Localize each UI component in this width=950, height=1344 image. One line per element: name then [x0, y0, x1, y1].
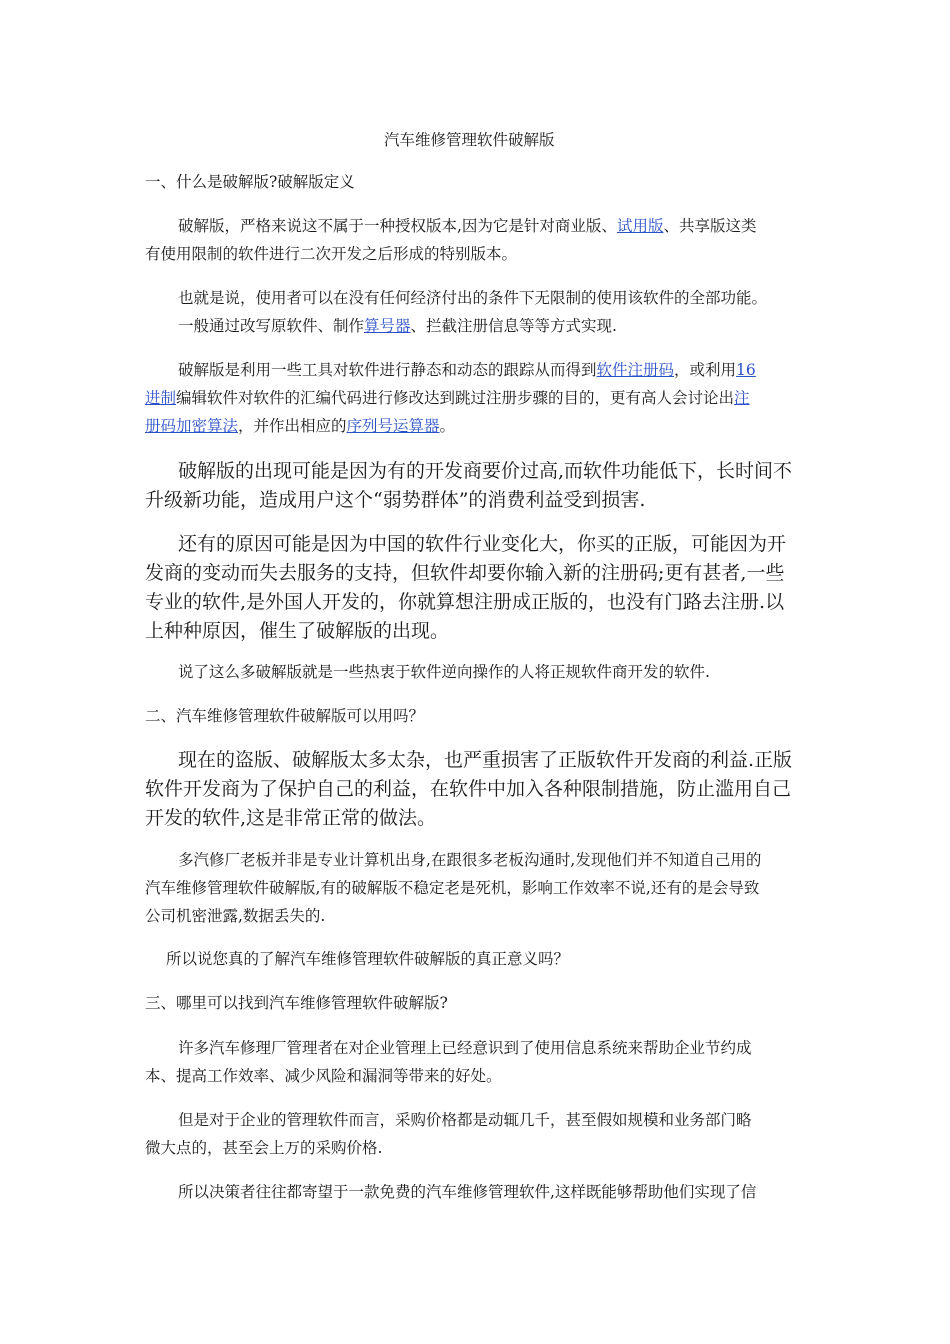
paragraph-line: 但是对于企业的管理软件而言，采购价格都是动辄几千，甚至假如规模和业务部门略 [178, 1111, 752, 1129]
paragraph-line: 所以决策者往往都寄望于一款免费的汽车维修管理软件,这样既能够帮助他们实现了信 [178, 1183, 757, 1201]
paragraph-line [178, 214, 756, 236]
paragraph-line [145, 386, 750, 408]
paragraph-line: 现在的盗版、破解版太多太杂，也严重损害了正版软件开发商的利益.正版 [178, 749, 793, 771]
paragraph-line: 许多汽车修理厂管理者在对企业管理上已经意识到了使用信息系统来帮助企业节约成 [178, 1039, 752, 1057]
text-span: 破解版是利用一些工具对软件进行静态和动态的跟踪从而得到 [178, 361, 597, 379]
text-span: 。 [439, 417, 456, 435]
paragraph-line: 专业的软件,是外国人开发的，你就算想注册成正版的，也没有门路去注册.以 [145, 591, 785, 613]
link-registration-code[interactable]: 软件注册码 [596, 361, 675, 379]
paragraph-line: 多汽修厂老板并非是专业计算机出身,在跟很多老板沟通时,发现他们并不知道自己用的 [178, 851, 762, 869]
link-hex-part1[interactable]: 16 [736, 361, 756, 379]
paragraph-line: 本、提高工作效率、减少风险和漏洞等带来的好处。 [145, 1067, 502, 1085]
text-span: 、拦截注册信息等等方式实现. [410, 317, 617, 335]
text-span: 一般通过改写原软件、制作 [178, 317, 365, 335]
paragraph-line: 说了这么多破解版就是一些热衷于软件逆向操作的人将正规软件商开发的软件. [178, 663, 710, 681]
paragraph-line: 开发的软件,这是非常正常的做法。 [145, 807, 437, 829]
paragraph-line: 有使用限制的软件进行二次开发之后形成的特别版本。 [145, 245, 518, 263]
paragraph-line [178, 314, 617, 336]
paragraph-line: 升级新功能，造成用户这个“弱势群体”的消费利益受到损害. [145, 489, 646, 511]
link-encryption-part2[interactable]: 册码加密算法 [145, 417, 239, 435]
paragraph-line: 所以说您真的了解汽车维修管理软件破解版的真正意义吗？ [166, 950, 570, 968]
link-keygen[interactable]: 算号器 [364, 317, 411, 335]
paragraph-line [178, 358, 756, 380]
text-span: 编辑软件对软件的汇编代码进行修改达到跳过注册步骤的目的，更有高人会讨论出 [176, 389, 735, 407]
paragraph-line: 发商的变动而失去服务的支持，但软件却要你输入新的注册码;更有甚者,一些 [145, 562, 785, 584]
paragraph-line: 也就是说，使用者可以在没有任何经济付出的条件下无限制的使用该软件的全部功能。 [178, 289, 768, 307]
paragraph-line: 汽车维修管理软件破解版,有的破解版不稳定老是死机，影响工作效率不说,还有的是会导致 [145, 879, 760, 897]
document-title: 汽车维修管理软件破解版 [384, 131, 555, 149]
link-trial-version[interactable]: 试用版 [616, 217, 664, 235]
text-span: 破解版，严格来说这不属于一种授权版本,因为它是针对商业版、 [178, 217, 617, 235]
paragraph-line: 软件开发商为了保护自己的利益，在软件中加入各种限制措施，防止滥用自己 [145, 778, 792, 800]
section-3-heading: 三、哪里可以找到汽车维修管理软件破解版? [145, 994, 448, 1012]
section-1-heading: 一、什么是破解版?破解版定义 [145, 173, 355, 191]
paragraph-line: 上种种原因，催生了破解版的出现。 [145, 620, 450, 642]
paragraph-line: 还有的原因可能是因为中国的软件行业变化大，你买的正版，可能因为开 [178, 533, 787, 555]
text-span: 、共享版这类 [663, 217, 757, 235]
link-encryption-part1[interactable]: 注 [734, 389, 750, 407]
paragraph-line: 微大点的，甚至会上万的采购价格. [145, 1139, 383, 1157]
text-span: ，并作出相应的 [238, 417, 347, 435]
paragraph-line [145, 414, 455, 436]
link-serial-calculator[interactable]: 序列号运算器 [346, 417, 440, 435]
text-span: ，或利用 [674, 361, 737, 379]
paragraph-line: 破解版的出现可能是因为有的开发商要价过高,而软件功能低下，长时间不 [178, 460, 793, 482]
paragraph-line: 公司机密泄露,数据丢失的. [145, 907, 326, 925]
section-2-heading: 二、汽车维修管理软件破解版可以用吗？ [145, 707, 425, 725]
link-hex-part2[interactable]: 进制 [145, 389, 177, 407]
